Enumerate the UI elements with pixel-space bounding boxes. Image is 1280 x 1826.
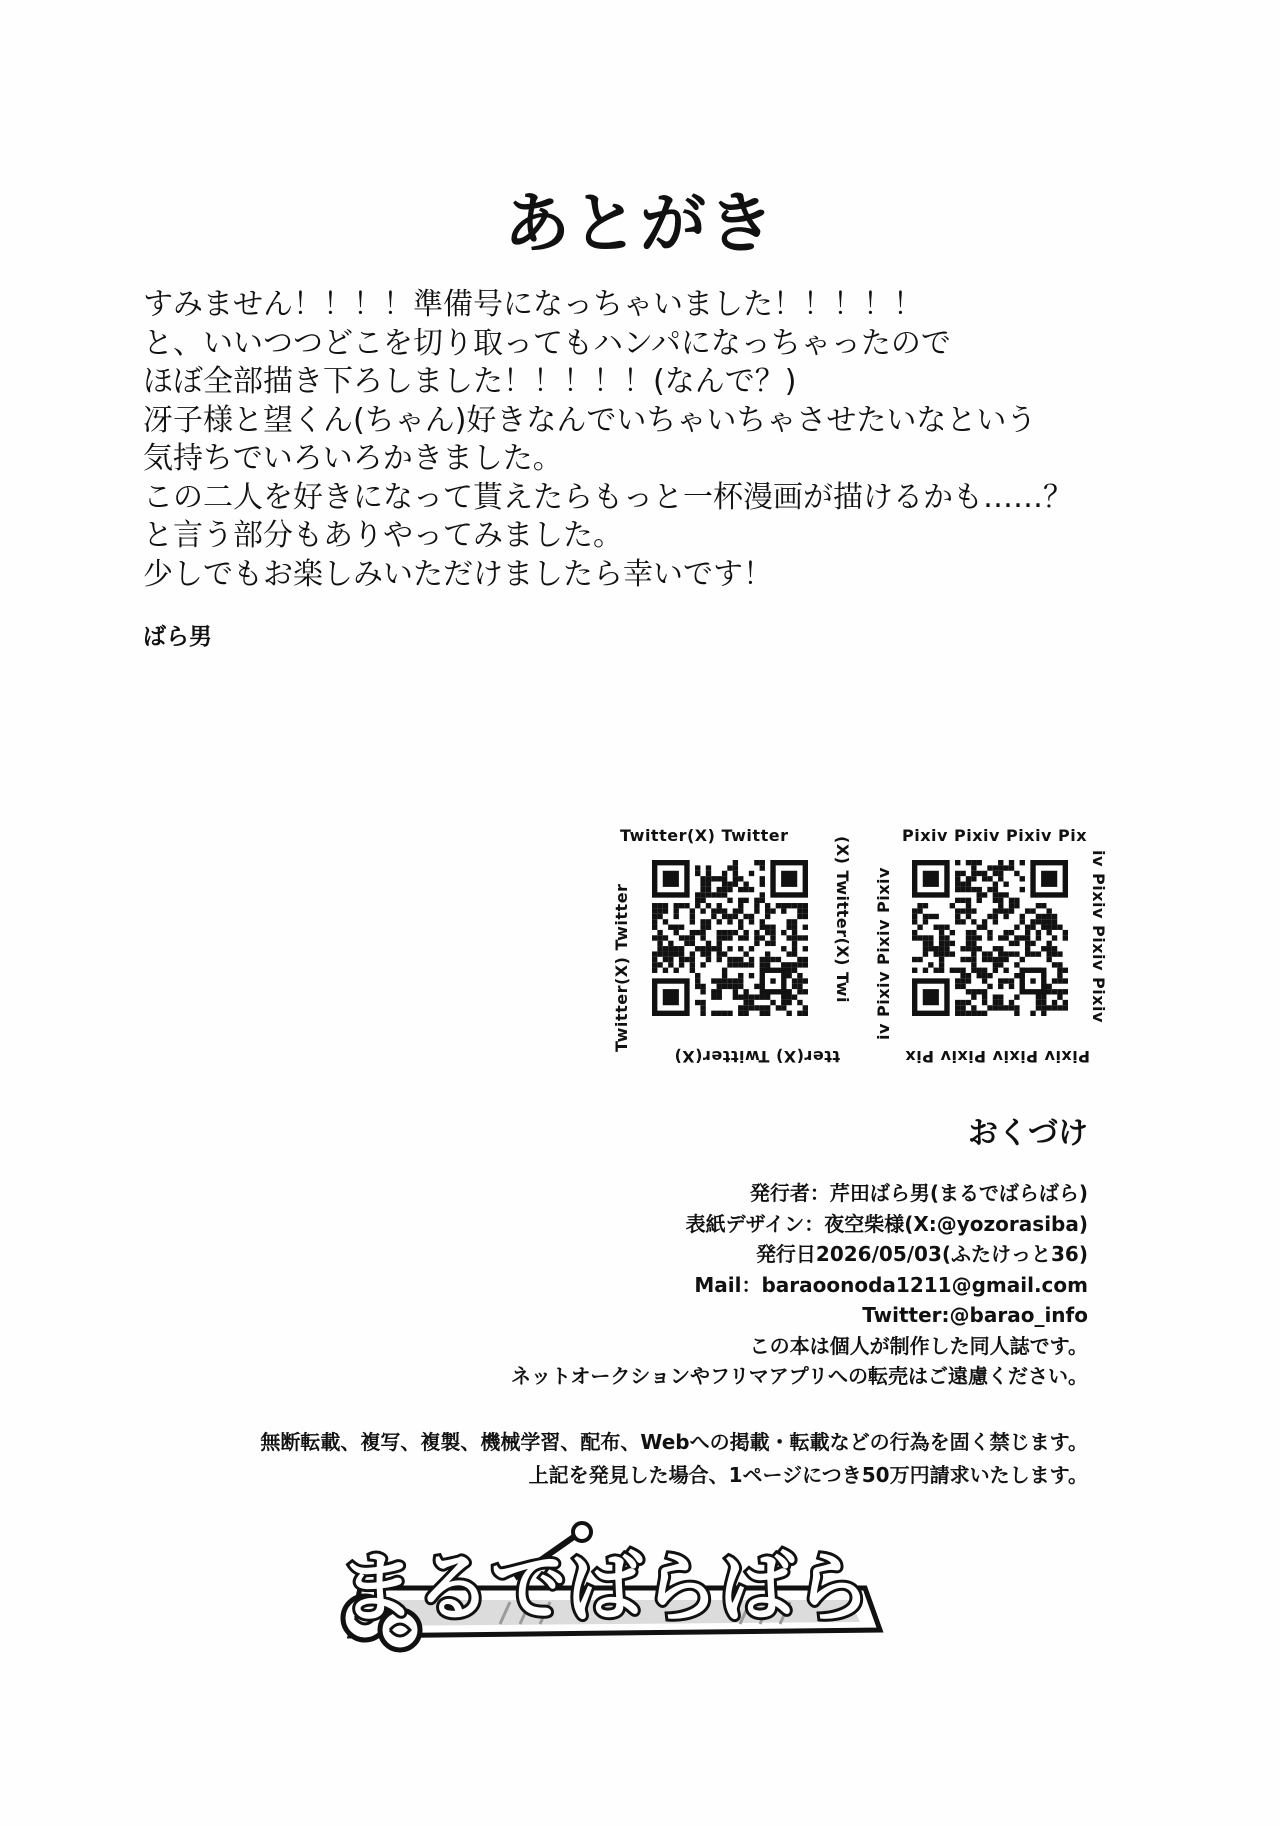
colophon-doujin-note: この本は個人が制作した同人誌です。 <box>749 1333 1088 1358</box>
author-name: ばら男 <box>143 624 212 650</box>
qr-caption-top: Twitter(X) Twitter <box>620 826 789 845</box>
qr-caption-bottom: Pixiv Pixiv Pixiv Pix <box>904 1047 1090 1066</box>
colophon-date: 発行日2026/05/03(ふたけっと36) <box>755 1242 1088 1266</box>
colophon-info <box>88 1178 1088 1392</box>
qr-caption-top: Pixiv Pixiv Pixiv Pix <box>902 826 1088 845</box>
afterword-line: ほぼ全部描き下ろしました！！！！！(なんで？) <box>143 364 797 399</box>
qr-caption-left: Twitter(X) Twitter <box>612 883 631 1052</box>
twitter-qr-block[interactable] <box>612 826 852 1066</box>
pixiv-qr-block[interactable] <box>872 826 1112 1066</box>
page-title: あとがき <box>504 185 776 262</box>
afterword-line: 少しでもお楽しみいただけましたら幸いです！ <box>143 556 773 592</box>
afterword-line: と言う部分もありやってみました。 <box>143 518 623 553</box>
circle-logo <box>320 1518 890 1668</box>
colophon-resale-note: ネットオークションやフリマアプリへの転売はご遠慮ください。 <box>511 1364 1088 1388</box>
qr-caption-left: iv Pixiv Pixiv Pixiv <box>874 867 893 1040</box>
afterword-line: 気持ちでいろいろかきました。 <box>143 441 563 476</box>
copyright-notice <box>88 1426 1088 1492</box>
afterword-line: 冴子様と望くん(ちゃん)好きなんでいちゃいちゃさせたいなという <box>143 402 1037 438</box>
notice-line: 無断転載、複写、複製、機械学習、配布、Webへの掲載・転載などの行為を固く禁じます。 <box>260 1430 1088 1454</box>
afterword-line: すみません！！！！準備号になっちゃいました！！！！！ <box>143 287 923 322</box>
qr-caption-right: iv Pixiv Pixiv Pixiv <box>1089 850 1108 1023</box>
colophon-twitter: Twitter:@barao_info <box>862 1303 1088 1327</box>
colophon-title: おくづけ <box>968 1116 1088 1151</box>
logo-text: まるでばらばら <box>339 1543 871 1632</box>
qr-caption-right: (X) Twitter(X) Twi <box>833 836 852 1003</box>
qr-code-icon[interactable] <box>912 860 1068 1016</box>
afterword-text <box>143 286 1143 594</box>
afterword-line: と、いいつつどこを切り取ってもハンパになっちゃったので <box>143 325 951 361</box>
notice-line: 上記を発見した場合、1ページにつき50万円請求いたします。 <box>528 1463 1088 1487</box>
colophon-cover-design: 表紙デザイン：夜空柴様(X:@yozorasiba) <box>685 1211 1088 1236</box>
afterword-line: この二人を好きになって貰えたらもっと一杯漫画が描けるかも……？ <box>143 479 1073 515</box>
colophon-mail: Mail：baraoonoda1211@gmail.com <box>694 1272 1088 1297</box>
qr-code-icon[interactable] <box>652 860 808 1016</box>
qr-caption-bottom: tter(X) Twitter(X) <box>674 1047 840 1066</box>
colophon-publisher: 発行者：芹田ばら男(まるでばらばら) <box>749 1181 1088 1205</box>
